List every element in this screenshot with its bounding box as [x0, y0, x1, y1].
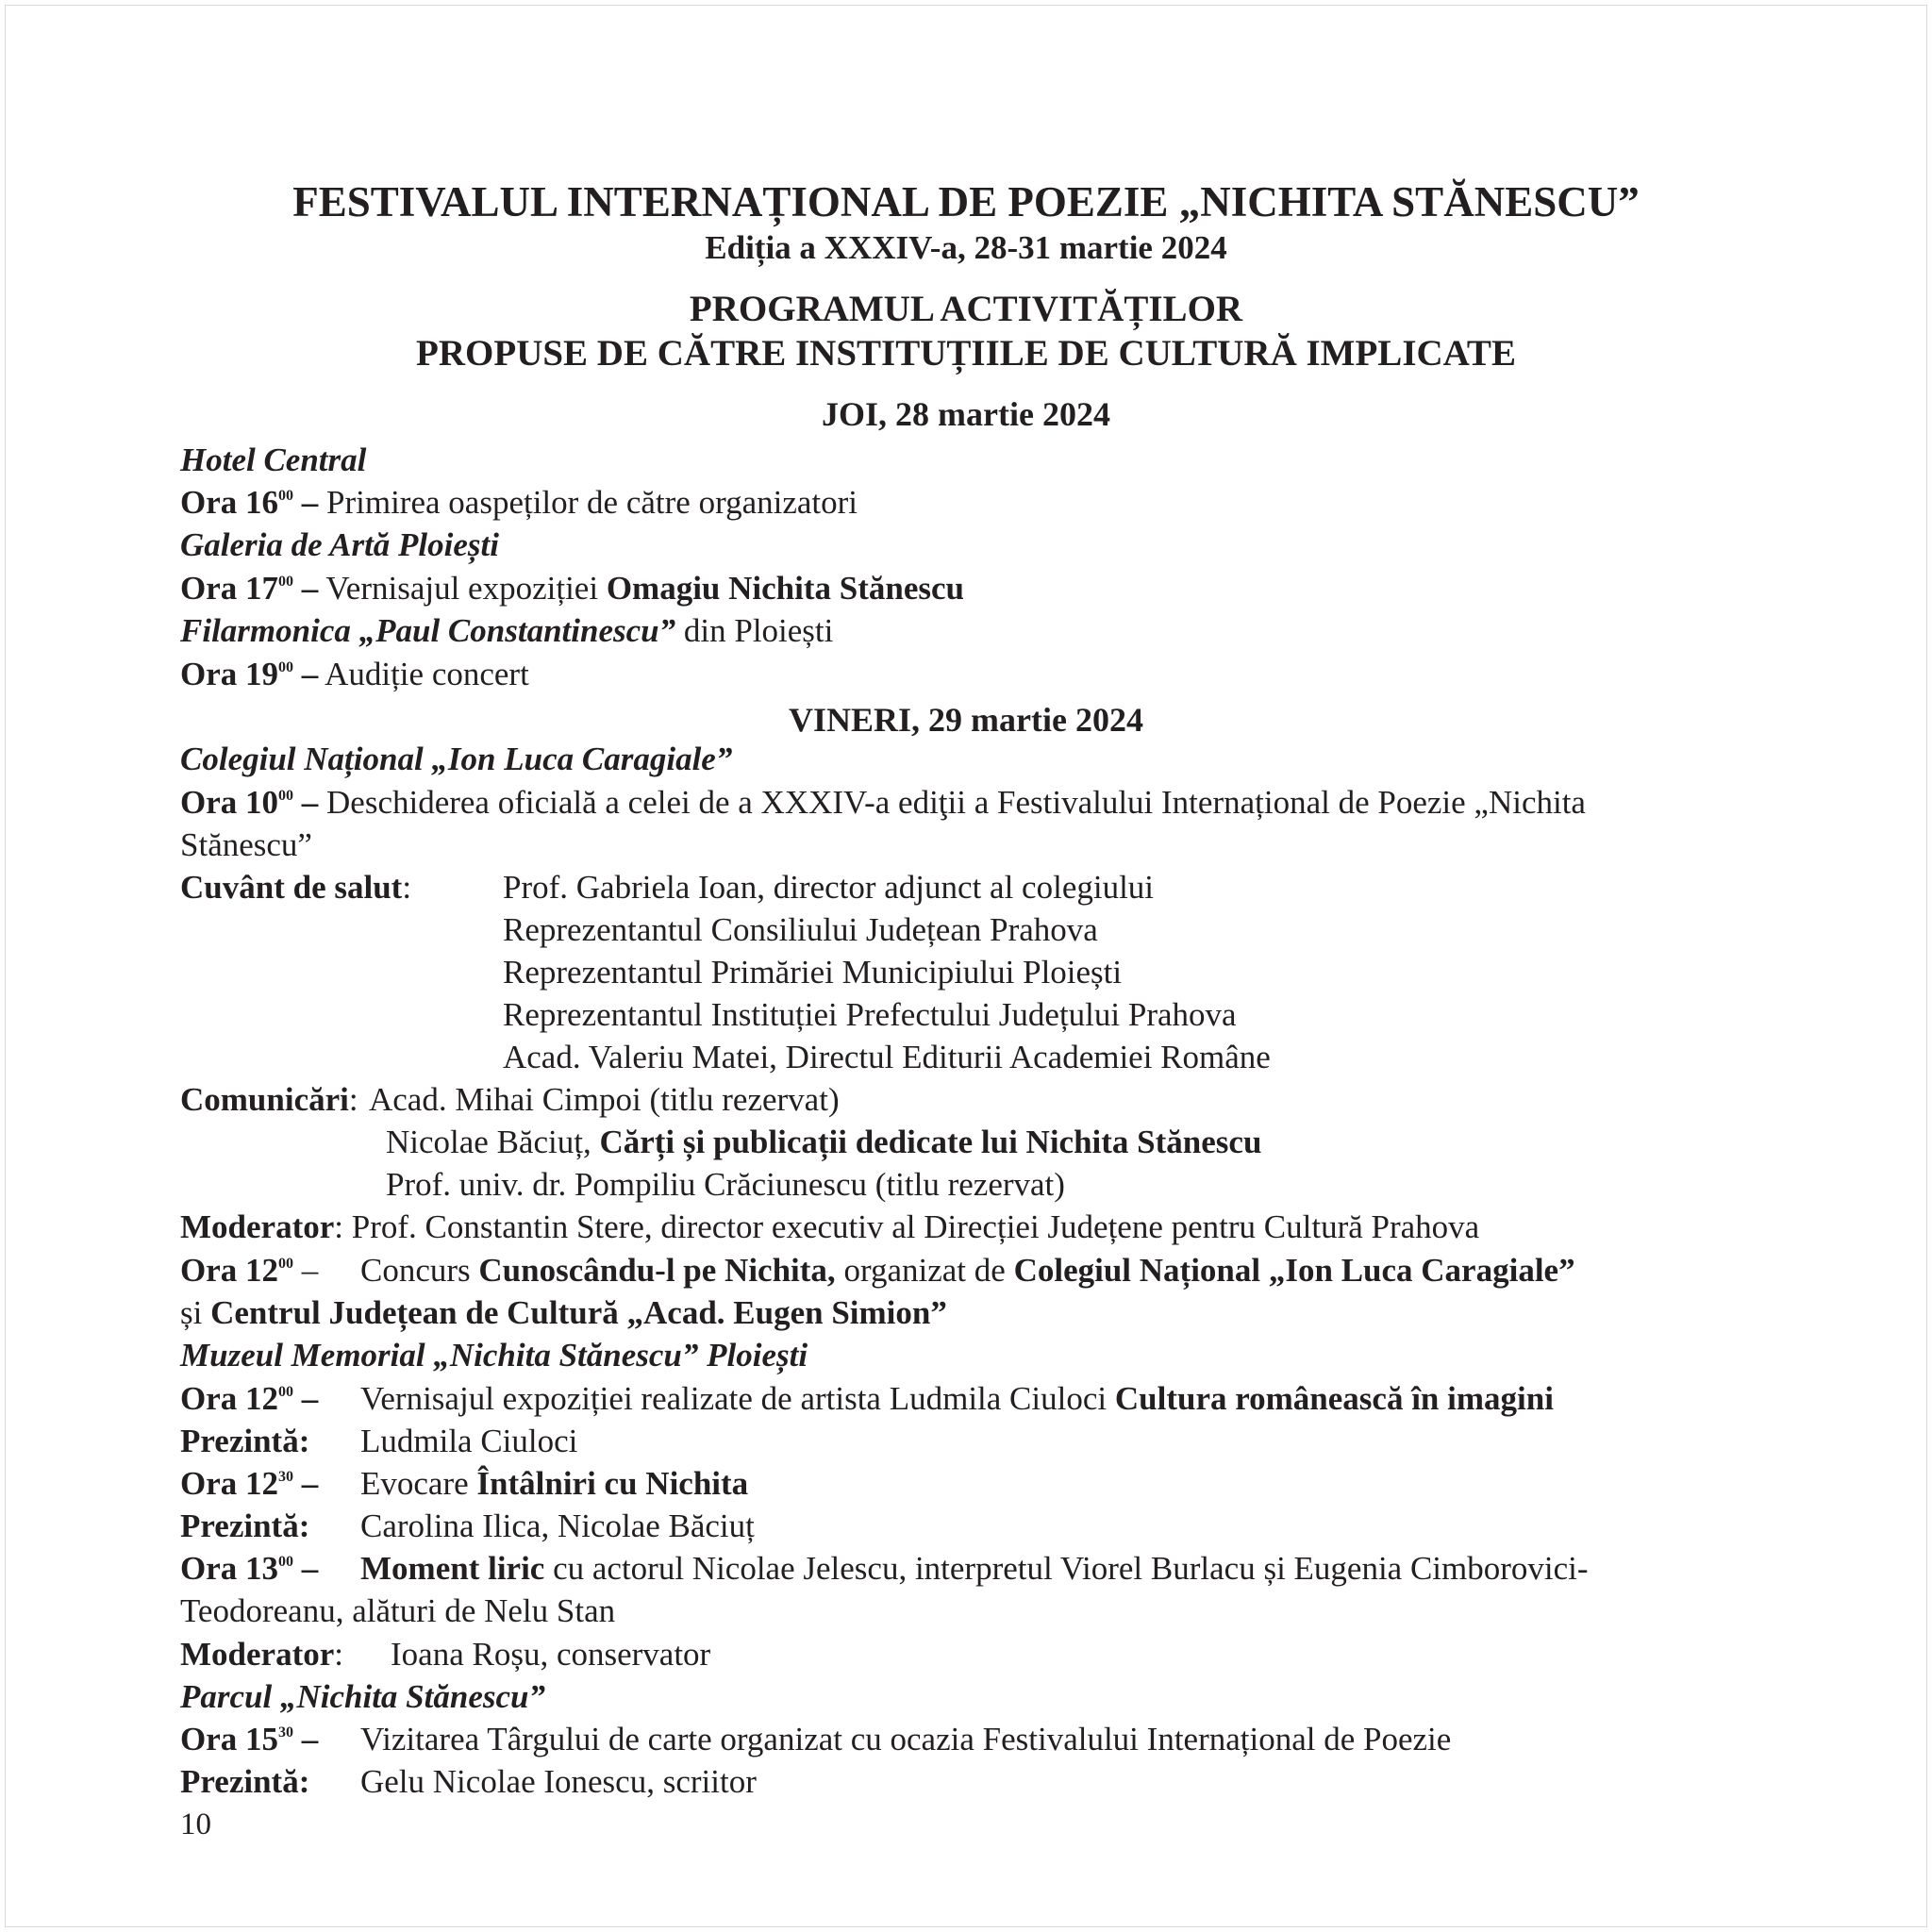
- comunicare-item: Prof. univ. dr. Pompiliu Crăciunescu (titlu rezervat): [386, 1166, 1065, 1203]
- salut-speaker: Reprezentantul Instituției Prefectului Județului Prahova: [503, 996, 1237, 1033]
- comunicari-label: Comunicări: [180, 1081, 349, 1118]
- comunicare-item: Acad. Mihai Cimpoi (titlu rezervat): [369, 1081, 840, 1118]
- event-time-minutes: 00: [278, 1384, 294, 1400]
- event-text: și: [180, 1294, 211, 1331]
- event-title: Cunoscându-l pe Nichita,: [478, 1252, 836, 1289]
- event-line: [180, 1251, 318, 1297]
- event-description: Vernisajul expoziției: [318, 570, 607, 607]
- day1-heading: JOI, 28 martie 2024: [822, 395, 1110, 433]
- event-line: [180, 569, 964, 615]
- salut-speaker: Reprezentantul Consiliului Județean Prahova: [503, 911, 1098, 948]
- event-line: [180, 1464, 318, 1510]
- event-text: Vernisajul expoziției realizate de artista Ludmila Ciuloci: [360, 1380, 1115, 1417]
- event-dash: –: [293, 484, 319, 521]
- event-line: [180, 1379, 318, 1425]
- event-time-minutes: 30: [278, 1469, 294, 1485]
- event-time-minutes: 00: [278, 1554, 294, 1570]
- event-time: Ora 15: [180, 1721, 279, 1757]
- venue-colegiul: Colegiul Național „Ion Luca Caragiale”: [180, 741, 733, 777]
- event-dash: –: [293, 784, 319, 821]
- event-description-cont: Stănescu”: [180, 826, 312, 863]
- event-dash: –: [293, 1465, 319, 1502]
- event-time: Ora 12: [180, 1465, 279, 1502]
- venue-hotel-central: Hotel Central: [180, 441, 367, 478]
- event-title: Cultura românească în imagini: [1114, 1380, 1554, 1417]
- event-text: Evocare: [360, 1465, 477, 1502]
- prezinta-label: Prezintă:: [180, 1423, 310, 1459]
- event-dash: –: [293, 570, 319, 607]
- event-description: [360, 1251, 1575, 1291]
- event-organizer: Centrul Județean de Cultură „Acad. Eugen Simion”: [210, 1294, 947, 1331]
- day2-heading: VINERI, 29 martie 2024: [789, 701, 1143, 739]
- venue-parcul: Parcul „Nichita Stănescu”: [180, 1678, 545, 1715]
- comunicare-title: Cărți și publicații dedicate lui Nichita Stănescu: [599, 1124, 1262, 1160]
- event-dash: –: [293, 656, 319, 692]
- comunicari-line: [180, 1080, 358, 1120]
- event-time: Ora 19: [180, 656, 279, 692]
- event-line: [180, 783, 1586, 829]
- event-title: Întâlniri cu Nichita: [476, 1465, 749, 1502]
- event-description: Vizitarea Târgului de carte organizat cu ocazia Festivalului Internațional de Poezie: [360, 1721, 1452, 1757]
- event-time-minutes: 00: [278, 574, 294, 590]
- event-description-cont: [180, 1293, 947, 1333]
- venue-galeria: Galeria de Artă Ploiești: [180, 526, 499, 563]
- venue-filarmonica-line: [180, 611, 833, 651]
- salut-label: Cuvânt de salut: [180, 869, 403, 906]
- event-time: Ora 13: [180, 1550, 279, 1587]
- prezinta-text: Gelu Nicolae Ionescu, scriitor: [360, 1763, 757, 1800]
- event-title: Moment liric: [360, 1550, 545, 1587]
- event-time-minutes: 30: [278, 1724, 294, 1740]
- venue-muzeul: Muzeul Memorial „Nichita Stănescu” Ploiești: [180, 1337, 808, 1374]
- event-text: cu actorul Nicolae Jelescu, interpretul Viorel Burlacu și Eugenia Cimborovici-: [544, 1550, 1589, 1587]
- festival-title: FESTIVALUL INTERNAȚIONAL DE POEZIE „NICHITA STĂNESCU”: [292, 178, 1640, 225]
- event-text: Concurs: [360, 1252, 479, 1289]
- prezinta-label: Prezintă:: [180, 1507, 310, 1544]
- event-time-minutes: 00: [278, 788, 294, 804]
- event-title: Omagiu Nichita Stănescu: [606, 570, 965, 607]
- prezinta-text: Carolina Ilica, Nicolae Băciuț: [360, 1507, 755, 1544]
- salut-colon: :: [402, 869, 412, 906]
- program-title-line1: PROGRAMUL ACTIVITĂȚILOR: [689, 289, 1243, 329]
- comunicare-item: [386, 1123, 1261, 1162]
- event-time-minutes: 00: [278, 659, 294, 675]
- event-description-cont: Teodoreanu, alături de Nelu Stan: [180, 1592, 616, 1629]
- salut-speaker: Prof. Gabriela Ioan, director adjunct al colegiului: [503, 869, 1155, 906]
- prezinta-text: Ludmila Ciuloci: [360, 1423, 578, 1459]
- event-line: [180, 483, 858, 529]
- venue-city: din Ploiești: [675, 612, 834, 649]
- event-line: [180, 1549, 318, 1595]
- program-title-line2: PROPUSE DE CĂTRE INSTITUȚIILE DE CULTURĂ IMPLICATE: [416, 333, 1516, 374]
- event-time: Ora 12: [180, 1252, 279, 1289]
- event-description: Primirea oaspeților de către organizatori: [318, 484, 858, 521]
- salut-speaker: Acad. Valeriu Matei, Directul Editurii Academiei Române: [503, 1039, 1271, 1075]
- venue-filarmonica: Filarmonica „Paul Constantinescu”: [180, 612, 676, 649]
- event-time: Ora 16: [180, 484, 279, 521]
- event-line: [180, 655, 529, 701]
- event-text: organizat de: [835, 1252, 1014, 1289]
- event-dash: –: [293, 1252, 319, 1289]
- event-description: [360, 1379, 1554, 1419]
- moderator-label: Moderator: [180, 1208, 335, 1245]
- comunicari-colon: :: [348, 1081, 358, 1118]
- prezinta-label: Prezintă:: [180, 1763, 310, 1800]
- moderator-line: [180, 1635, 343, 1674]
- page-number: 10: [180, 1807, 211, 1841]
- event-time-minutes: 00: [278, 488, 294, 504]
- moderator-line: [180, 1208, 1479, 1247]
- event-dash: –: [293, 1721, 319, 1757]
- event-description: Deschiderea oficială a celei de a XXXIV-a ediţii a Festivalului Internațional de Poezie „Nichita: [318, 784, 1586, 821]
- salut-label-line: [180, 868, 411, 908]
- event-dash: –: [293, 1380, 319, 1417]
- edition-line: Ediția a XXXIV-a, 28-31 martie 2024: [705, 229, 1227, 266]
- salut-speaker: Reprezentantul Primăriei Municipiului Ploiești: [503, 954, 1123, 991]
- moderator-label: Moderator: [180, 1636, 335, 1673]
- event-time: Ora 10: [180, 784, 279, 821]
- event-dash: –: [293, 1550, 319, 1587]
- moderator-text: : Prof. Constantin Stere, director executiv al Direcției Județene pentru Cultură Prahova: [334, 1208, 1480, 1245]
- event-time: Ora 12: [180, 1380, 279, 1417]
- event-description: Audiție concert: [318, 656, 529, 692]
- moderator-colon: :: [334, 1636, 343, 1673]
- event-line: [180, 1720, 318, 1766]
- comunicare-author: Nicolae Băciuț,: [386, 1124, 600, 1160]
- event-organizer: Colegiul Național „Ion Luca Caragiale”: [1013, 1252, 1575, 1289]
- event-description: [360, 1549, 1589, 1589]
- event-time: Ora 17: [180, 570, 279, 607]
- moderator-text: Ioana Roșu, conservator: [391, 1636, 711, 1673]
- event-time-minutes: 00: [278, 1256, 294, 1272]
- event-description: [360, 1464, 748, 1504]
